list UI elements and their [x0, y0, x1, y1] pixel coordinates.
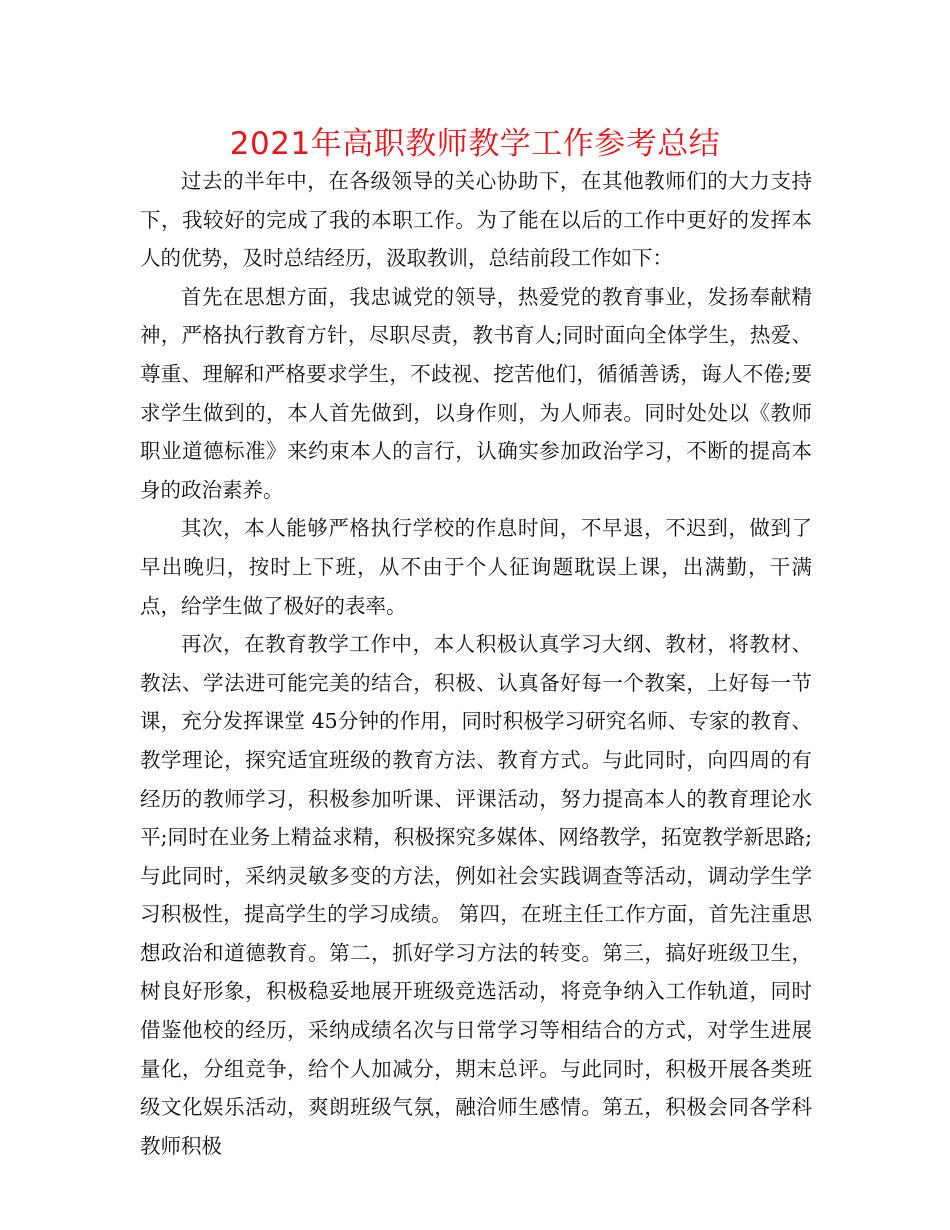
paragraph-ideology: 首先在思想方面，我忠诚党的领导，热爱党的教育事业，发扬奉献精神，严格执行教育方针，尽职尽责，教书育人;同时面向全体学生，热爱、尊重、理解和严格要求学生，不歧视、挖苦他们，循循善诱，诲人不倦;要求学生做到的，本人首先做到，以身作则，为人师表。同时处处以《教师职业道德标准》来约束本人的言行，认确实参加政治学习，不断的提高本身的政治素养。: [140, 284, 812, 502]
paragraph-discipline: 其次，本人能够严格执行学校的作息时间，不早退，不迟到，做到了早出晚归，按时上下班，从不由于个人征询题耽误上课，出满勤，干满点，给学生做了极好的表率。: [140, 516, 812, 618]
paragraph-intro: 过去的半年中，在各级领导的关心协助下，在其他教师们的大力支持下，我较好的完成了我的本职工作。为了能在以后的工作中更好的发挥本人的优势，及时总结经历，汲取教训，总结前段工作如下：: [140, 169, 812, 271]
paragraph-teaching: 再次，在教育教学工作中，本人积极认真学习大纲、教材，将教材、教法、学法进可能完美的结合，积极、认真备好每一个教案，上好每一节课，充分发挥课堂 45分钟的作用，同时积极学习研究名师、专家的教育、教学理论，探究适宜班级的教育方法、教育方式。与此同时，向四周的有经历的教师学习，积极参加听课、评课活动，努力提高本人的教育理论水平;同时在业务上精益求精，积极探究多媒体、网络教学，拓宽教学新思路;与此同时，采纳灵敏多变的方法，例如社会实践调查等活动，调动学生学习积极性，提高学生的学习成绩。 第四，在班主任工作方面，首先注重思想政治和道德教育。第二，抓好学习方法的转变。第三，搞好班级卫生，树良好形象，积极稳妥地展开班级竞选活动，将竞争纳入工作轨道，同时借鉴他校的经历，采纳成绩名次与日常学习等相结合的方式，对学生进展量化，分组竞争，给个人加减分，期末总评。与此同时，积极开展各类班级文化娱乐活动，爽朗班级气氛，融洽师生感情。第五，积极会同各学科教师积极: [140, 632, 812, 1158]
document-body: [140, 162, 812, 1165]
document-title: 2021年高职教师教学工作参考总结: [229, 126, 721, 162]
